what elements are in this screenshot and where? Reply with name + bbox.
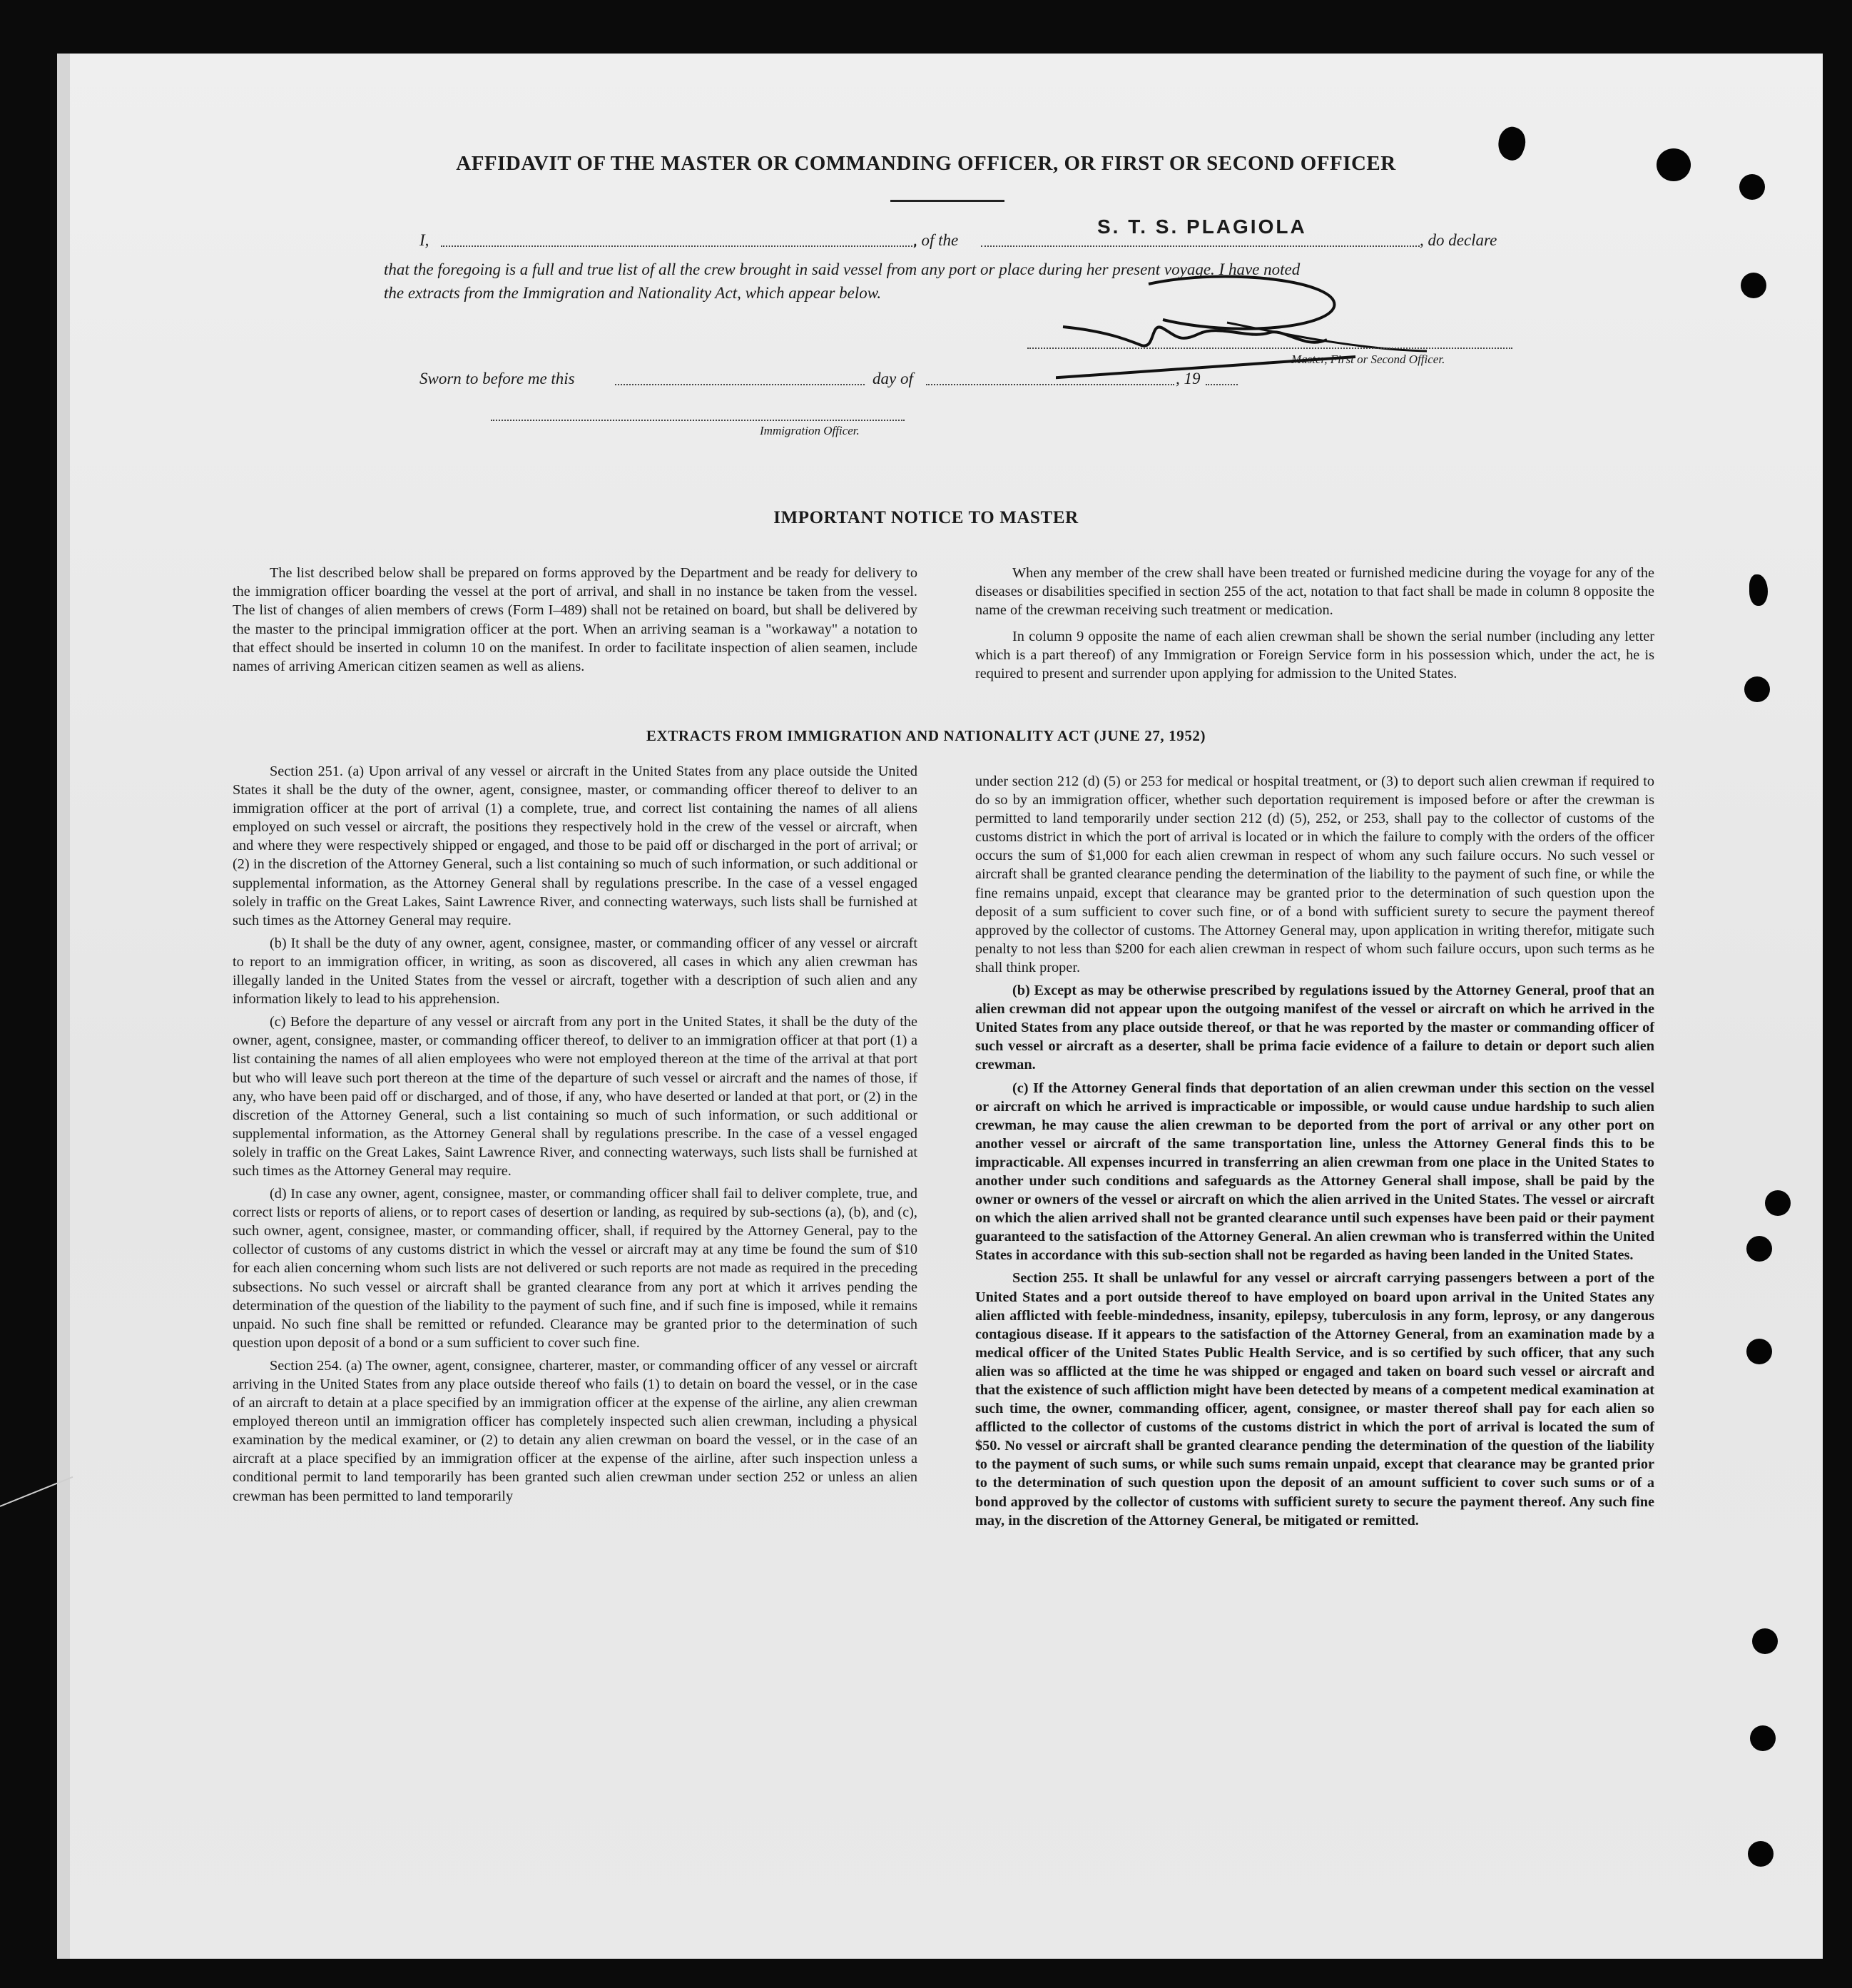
binder-hole [1746,1339,1772,1364]
of-the-label: , of the [913,231,959,249]
affidavit-title: AFFIDAVIT OF THE MASTER OR COMMANDING OFFICER, OR FIRST OR SECOND OFFICER [456,152,1396,175]
notice-right-column [975,564,1654,683]
binder-hole [1765,1190,1791,1216]
sworn-month-blank [926,384,1174,385]
act-section-paragraph: (b) Except as may be otherwise prescribed by regulations issued by the Attorney General, proof that an alien crewman did not appear upon the outgoing manifest of the vessel or aircraft on which he arrived in the United States from any place outside thereof, or that he was reported by the master or commanding officer of such vessel or aircraft as a deserter, shall be prima facie evidence of a failure to detain or deport such alien crewman. [975,983,1654,1073]
act-section-paragraph: (d) In case any owner, agent, consignee, master, or commanding officer shall fail to deliver complete, true, and correct lists or reports of aliens, or to report cases of desertion or landing, as required by sub-sections (a), (b), and (c), such owner, agent, consignee, master, or commanding officer, shall, if required by the Attorney General, pay to the collector of customs of any customs district in which the vessel or aircraft may at any time be found the sum of $10 for each alien concerning whom such lists are not delivered or such reports are not made as required in the preceding subsections. No such vessel or aircraft shall be granted clearance from any port at which it arrives pending the determination of the question of the liability to the payment of such fine, and if such fine is imposed, while it remains unpaid. No such fine shall be remitted or refunded. Clearance may be granted prior to the determination of such question upon deposit of a bond or a sum sufficient to cover such fine. [233,1186,917,1351]
year-label: , 19 [1176,370,1201,387]
immigration-officer-line [491,420,905,421]
notice-paragraph: In column 9 opposite the name of each alien crewman shall be shown the serial number (including any letter which is a part thereof) of any Immigration or Foreign Service form in his possession which, under the act, he is required to present and surrender upon applying for admission to the United States. [975,628,1654,682]
binder-hole [1741,273,1766,298]
do-declare-label: , do declare [1420,231,1497,249]
vessel-blank-line [981,245,1420,247]
page-edge-shadow [57,54,70,1959]
extracts-left-column [233,762,917,1506]
affidavit-statement-line-1: that the foregoing is a full and true list of all the crew brought in said vessel from any port or place during her present voyage. I have noted [384,260,1301,278]
act-section-paragraph: (b) It shall be the duty of any owner, agent, consignee, master, or commanding officer of any vessel or aircraft to report to an immigration officer, in writing, as soon as discovered, all cases in which any alien crewman has illegally landed in the United States from the vessel or aircraft, together with a description of such alien and any information likely to lead to his apprehension. [233,935,917,1008]
binder-hole [1748,1841,1774,1867]
binder-hole [1752,1628,1778,1654]
sworn-label: Sworn to before me this [419,370,575,387]
act-section-paragraph: under section 212 (d) (5) or 253 for medical or hospital treatment, or (3) to deport such alien crewman if required to do so by an immigration officer, whether such deportation requirement is imposed before or after the crewman is permitted to land temporarily under section 212 (d) (5), 252, or 253, shall pay to the collector of customs of the customs district in which the port of arrival is located or in which the failure to comply with the orders of the officer occurs the sum of $1,000 for each alien crewman in respect of whom any such failure occurs. No such vessel or aircraft shall be granted clearance pending the determination of the liability to the payment of such fine, or while the fine remains unpaid, except that clearance may be granted prior to the determination of such question upon the deposit of a sum sufficient to cover such fine, or of a bond with sufficient surety to secure the payment thereof approved by the collector of customs. The Attorney General may, upon application in writing therefor, mitigate such penalty to not less than $200 for each alien crewman in respect of whom such failure occurs, upon such terms as he shall think proper. [975,774,1654,975]
act-section-paragraph: Section 251. (a) Upon arrival of any vessel or aircraft in the United States from any place outside the United States it shall be the duty of the owner, agent, consignee, master, or commanding officer thereof to deliver to an immigration officer at the port of arrival (1) a complete, true, and correct list containing the names of all aliens employed on such vessel or aircraft, the positions they respectively hold in the crew of the vessel or aircraft, when and where they were respectively shipped or engaged, and those to be paid off or discharged in the port of arrival; or (2) in the discretion of the Attorney General, such a list containing so much of such information, or such additional or supplemental information, as the Attorney General shall by regulations prescribe. In the case of a vessel engaged solely in traffic on the Great Lakes, Saint Lawrence River, and connecting waterways, such lists shall be furnished at such times as the Attorney General may require. [233,764,917,928]
vessel-name: S. T. S. PLAGIOLA [1097,215,1307,238]
binder-hole [1739,174,1765,200]
master-signature [1056,271,1512,385]
ink-blot [1749,574,1768,606]
name-blank-line [441,245,915,247]
act-section-paragraph: Section 254. (a) The owner, agent, consignee, charterer, master, or commanding officer of any vessel or aircraft arriving in the United States from any place outside thereof who fails (1) to detain on board the vessel, or in the case of an aircraft to detain at a place specified by an immigration officer at the expense of the airline, any alien crewman employed thereon until an immigration officer has completely inspected such alien crewman, including a physical examination by the medical examiner, or (2) to detain any alien crewman on board the vessel, or in the case of an aircraft at a place specified by an immigration officer at the expense of the airline, after such inspection unless a conditional permit to land temporarily has been granted such alien crewman under section 252 or unless an alien crewman has been permitted to land temporarily [233,1357,917,1504]
notice-paragraph: When any member of the crew shall have been treated or furnished medicine during the voyage for any of the diseases or disabilities specified in section 255 of the act, notation to that fact shall be made in column 8 opposite the name of the crewman receiving such treatment or medication. [975,565,1654,619]
extracts-right-column [975,772,1654,1530]
sworn-day-blank [615,384,865,385]
affidavit-statement-line-2: the extracts from the Immigration and Nationality Act, which appear below. [384,284,882,302]
binder-hole [1744,676,1770,702]
immigration-officer-caption: Immigration Officer. [760,424,860,437]
title-underline [890,200,1004,202]
act-section-paragraph: (c) If the Attorney General finds that deportation of an alien crewman under this section on the vessel or aircraft on which he arrived is impracticable or impossible, or would cause undue hardship to such alien crewman, he may cause the alien crewman to be deported from the port of arrival or any other port on another vessel or aircraft of the same transportation line, unless the Attorney General finds this to be impracticable. All expenses incurred in transferring an alien crewman from one place in the United States to another under such conditions and safeguards as the Attorney General shall impose, shall be paid by the owner or owners of the vessel or aircraft on which the alien arrived in the United States. The vessel or aircraft on which the alien arrived shall not be granted clearance until such expenses have been paid or their payment guaranteed to the satisfaction of the Attorney General. An alien crewman who is transferred within the United States in accordance with this sub-section shall not be regarded as having been landed in the United States. [975,1080,1654,1264]
binder-hole [1750,1725,1776,1751]
year-blank [1206,384,1238,385]
extracts-title: EXTRACTS FROM IMMIGRATION AND NATIONALITY ACT (JUNE 27, 1952) [646,727,1206,744]
day-of-label: day of [872,370,913,387]
i-label: I, [419,231,429,249]
ink-blot [1657,148,1691,181]
notice-left-column [233,564,917,676]
binder-hole [1746,1236,1772,1262]
notice-paragraph: The list described below shall be prepared on forms approved by the Department and be ready for delivery to the immigration officer boarding the vessel at the port of arrival, and shall in no instance be taken from the vessel. The list of changes of alien members of crews (Form I–489) shall not be retained on board, but shall be delivered by the master to the principal immigration officer at the port. When an arriving seaman is a "workaway" a notation to that effect should be inserted in column 10 on the manifest. In order to facilitate inspection of alien seamen, include names of arriving American citizen seamen as well as aliens. [233,565,917,675]
act-section-paragraph: Section 255. It shall be unlawful for any vessel or aircraft carrying passengers between a port of the United States and a port outside thereof to have employed on board upon arrival in the United States any alien afflicted with feeble-mindedness, insanity, epilepsy, tuberculosis in any form, leprosy, or any dangerous contagious disease. If it appears to the satisfaction of the Attorney General, from an examination made by a medical officer of the United States Public Health Service, and is so certified by such officer, that any such alien was so afflicted at the time he was shipped or engaged and taken on board such vessel or aircraft and that the existence of such affliction might have been detected by means of a competent medical examination at such time, the owner, commanding officer, agent, consignee, or master thereof shall pay for each alien so afflicted to the collector of customs of the customs district in which the port of arrival is located the sum of $50. No vessel or aircraft shall be granted clearance pending the determination of the question of the liability to the payment of such sums, or while such sums remain unpaid, except that clearance may be granted prior to the determination of such question upon the deposit of an amount sufficient to cover such sums or of a bond approved by the collector of customs with sufficient surety to secure the payment thereof. Any such fine may, in the discretion of the Attorney General, be mitigated or remitted. [975,1270,1654,1528]
signature-caption: Master, First or Second Officer. [1291,353,1445,366]
act-section-paragraph: (c) Before the departure of any vessel or aircraft from any port in the United States, it shall be the duty of the owner, agent, consignee, master, or commanding officer thereof, to deliver to an immigration officer at that port (1) a list containing the names of all alien employees who were not employed thereon at the time of the arrival at that port but who will leave such port thereon at the time of the departure of such vessel or aircraft and the names of those, if any, who have been paid off or discharged, and of those, if any, who have deserted or landed at that port, or (2) in the discretion of the Attorney General, such a list containing so much of such information, or such additional or supplemental information, as the Attorney General shall by regulations prescribe. In the case of a vessel engaged solely in traffic on the Great Lakes, Saint Lawrence River, and connecting waterways, such lists shall be furnished at such times as the Attorney General may require. [233,1014,917,1179]
signature-line [1027,348,1512,349]
notice-title: IMPORTANT NOTICE TO MASTER [773,508,1079,527]
